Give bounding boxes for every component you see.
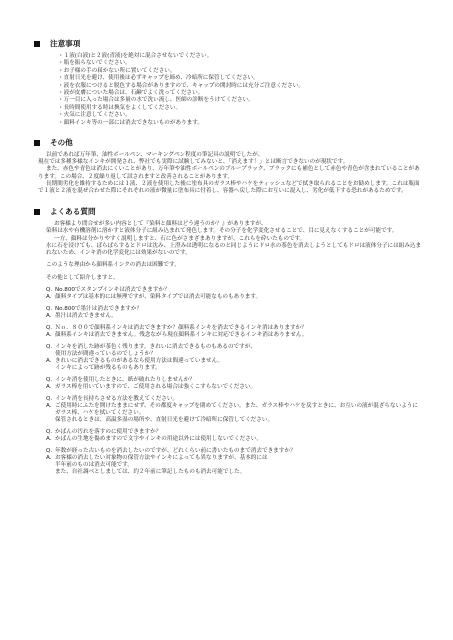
other-paragraph: 現在では多種多様なインキが開発され、弊社でも実際に試験してみないと、「消えます！」とは断言できないのが現状です。	[38, 159, 349, 166]
notes-item: ・ 万一目に入った場合は多量の水で洗い流し、医師の診断をうけてください。	[58, 97, 423, 104]
a-tag: A．	[46, 454, 56, 461]
notes-item: ・ 液が皮膚についた場合は、石鹸でよく洗ってください。	[58, 90, 423, 97]
notes-item: ・ 瓶を振らないでください。	[58, 60, 423, 67]
q-tag: Q．	[46, 343, 56, 350]
qa-item	[46, 396, 423, 424]
answer-text: 顔料タイプは基本的には無理ですが、染料タイプでは消去可能なものもあります。	[55, 293, 262, 300]
answer-continuation: 半年前のものは消去可能です。	[55, 461, 133, 468]
faq-qa-list	[34, 287, 423, 476]
question-text: インキを消した跡が茶色く残ります。きれいに消去できるものもあるのですが、	[55, 343, 256, 350]
notes-item: ・ １液(白液)と２液(青液)を絶対に混合させないでください。	[58, 53, 423, 60]
question-continuation: 使用方法が間違っているのでしょうか？	[55, 350, 156, 357]
qa-item	[46, 325, 423, 339]
q-tag: Q．	[46, 395, 56, 402]
a-tag: A．	[46, 312, 56, 319]
qa-item	[46, 377, 423, 391]
question-text: かばんの汚れを落すのに使用できますか？	[55, 428, 162, 435]
square-bullet-icon	[34, 41, 40, 47]
answer-text: きれいに消去できるものがあるなら使用方法は間違っていません。	[55, 357, 224, 364]
answer-text: ガラス棒を用いていますので、ご使用される場合は強くこすらないでください。	[55, 383, 257, 390]
notes-item: ・ お子様の手の届かない所に置いてください。	[58, 68, 423, 75]
other-paragraph: 以前であれば万年筆、油性ボールペン、マーキングペン程度の筆記具の説明でしたが、	[46, 152, 264, 159]
notes-item: ・ 顔料インキ等の一部には消去できないものがあります。	[58, 120, 423, 127]
q-tag: Q．	[46, 286, 56, 293]
question-text: No.800で墨汁は消去できますか？	[55, 305, 143, 312]
q-tag: Q．	[46, 447, 56, 454]
answer-continuation: インキによって跡が残るものもあります。	[55, 364, 161, 371]
qa-item	[46, 306, 423, 320]
faq-intro-line: 一方、顔料は分かりやすく説明しますと、石に色がさまざまありますが、これらを砕いたものです。	[54, 235, 306, 242]
notes-list	[58, 53, 423, 127]
faq-intro	[46, 221, 423, 286]
square-bullet-icon	[34, 209, 40, 215]
question-text: インキ消を使用したときに、紙が破れたりしませんか？	[55, 376, 195, 383]
notes-item: ・ 火気に注意してください。	[58, 112, 423, 119]
other-paragraph: 長期間劣化を維持するためには１液、２液を使用した後に塗布具のガラス棒やハケをティッシュなどで拭き取られることをお勧めします。これは瓶面で１液と２液を混ぜ合わせた際にそれぞれの液が微量に塗布具に付着し、容器へ戻した際にお互いに混入し、劣化が低下する恐れがあるためです。	[38, 180, 420, 195]
other-paragraph: また、赤色や青色は消去にくいことがあり、万年筆や油性ボールペンのブルーブラック、ブラックにも補色として赤色や青色が含まれていることがあります。この場合、２度繰り返して試されますと改善されることがあります。	[38, 166, 420, 180]
q-tag: Q．	[46, 376, 56, 383]
notes-heading	[34, 38, 423, 49]
faq-intro-line: 染料は水や有機溶剤に溶かすと液体分子に組み込まれて発色します。その分子を化学変化させることで、目に見えなくすることが可能です。	[46, 228, 398, 235]
a-tag: A．	[46, 435, 56, 442]
qa-item	[46, 448, 423, 476]
notes-item: ・ 液を衣服につけると脱色する場合がありますので、キャップの開封時には充分ご注意ください。	[58, 83, 423, 90]
faq-intro-line: このような理由から顔料系インクの消去は困難です。	[46, 262, 180, 269]
question-text: Ｎｏ．８００で顔料系インキは消去できますか？顔料系インキを消去できるインキ消はありますか？	[55, 324, 307, 331]
q-tag: Q．	[46, 324, 56, 331]
notes-item: ・ 長時間使用する時は換気をよくしてください。	[58, 105, 423, 112]
q-tag: Q．	[46, 428, 56, 435]
answer-text: ご使用時にふたを開けたままにせず、その都度キャップを閉めてください。また、ガラス棒やハケを戻すときに、お互いの液が混ざらないようにガラス棒、ハケを拭いてください。	[55, 402, 418, 416]
question-text: 年数が経った古いものを消去したいのですが、どれくらい前に書いたものまで消去できますか？	[55, 447, 296, 454]
answer-text: お客様の消去したい対象物の保管方法やインキによっても異なりますが、基本的には	[55, 454, 268, 461]
notes-heading-text: 注意事項	[50, 39, 81, 48]
answer-continuation: 保管されるときは、高温多湿の場所や、直射日光を避けて冷暗所に保管してください。	[55, 416, 274, 423]
a-tag: A．	[46, 383, 56, 390]
a-tag: A．	[46, 402, 56, 409]
answer-text: 墨汁は消去できません。	[55, 312, 117, 319]
faq-heading-text: よくある質問	[50, 207, 96, 217]
other-heading	[34, 137, 423, 148]
qa-item	[46, 429, 423, 443]
question-text: インキ消を長持ちさせる方法を教えてください。	[55, 395, 179, 402]
qa-item	[46, 287, 423, 301]
faq-heading	[34, 206, 423, 217]
q-tag: Q．	[46, 305, 56, 312]
a-tag: A．	[46, 331, 56, 338]
answer-text: かばんの生地を傷めますので文字やインキの用途以外には使用しないでください。	[55, 435, 262, 442]
a-tag: A．	[46, 357, 56, 364]
answer-text: 顔料系インキは消去できません。残念ながら現在顔料系インキに対応できるインキ消はありません。	[55, 331, 308, 338]
other-heading-text: その他	[50, 138, 73, 148]
notes-item: ・ 直射日光を避け、使用後は必ずキャップを締め、冷暗所に保管してください。	[58, 75, 423, 82]
a-tag: A．	[46, 293, 56, 300]
faq-intro-line: 水に石を浸けても、ばらばらするとドロは沈み、上澄みは透明になるのと同じようにドロ水の茶色を消去しようとしてもドロは液体分子には組み込まれないため、インキ消の化学変化には効果がないのです。	[46, 242, 422, 257]
qa-item	[46, 344, 423, 372]
other-body	[38, 152, 423, 195]
answer-continuation: また、自社調べとしましては、約２年前に筆記したものも消去可能でした。	[55, 468, 246, 475]
question-text: No.800でスタンプインキは消去できますか？	[55, 286, 170, 293]
faq-intro-line: お客様より問合せが多い内容として『染料と顔料はどう違うのか？』がありますが、	[54, 221, 267, 228]
faq-intro-line: その他として紹介しますと、	[46, 274, 119, 281]
square-bullet-icon	[34, 140, 40, 146]
